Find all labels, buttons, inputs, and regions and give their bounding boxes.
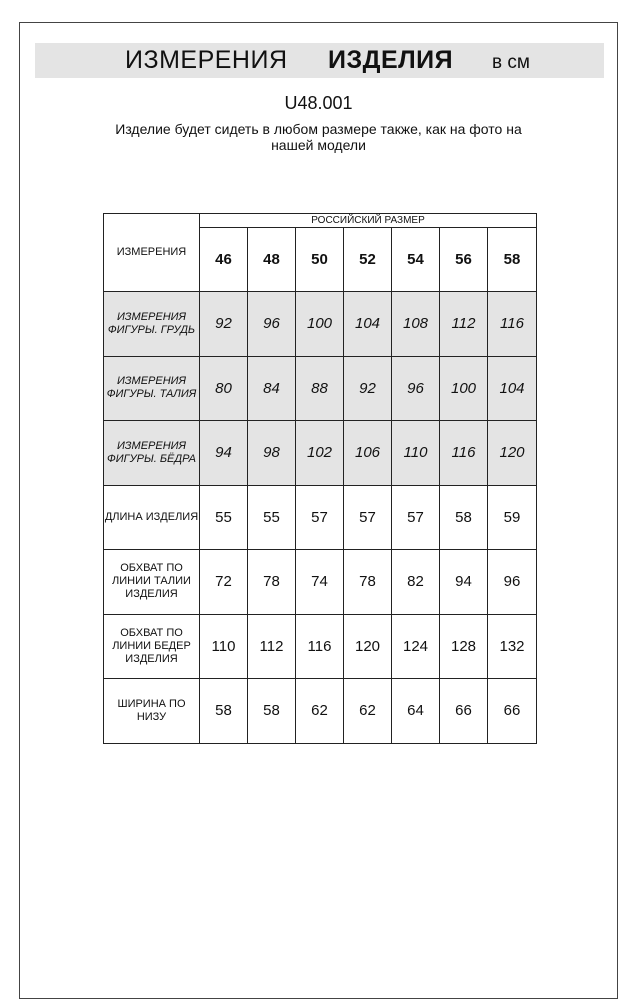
table-cell: 96 — [248, 292, 296, 357]
table-cell: 116 — [296, 614, 344, 679]
table-cell: 62 — [296, 679, 344, 744]
article-code: U48.001 — [284, 93, 353, 113]
row-label: ИЗМЕРЕНИЯ ФИГУРЫ. ГРУДЬ — [104, 292, 200, 357]
table-row — [104, 485, 537, 550]
table-row — [104, 679, 537, 744]
size-header-cell: 50 — [296, 228, 344, 292]
table-row — [104, 614, 537, 679]
table-cell: 57 — [344, 485, 392, 550]
table-cell: 100 — [296, 292, 344, 357]
header-title-regular: ИЗМЕРЕНИЯ — [125, 46, 288, 74]
table-cell: 94 — [200, 421, 248, 486]
table-cell: 74 — [296, 550, 344, 615]
table-cell: 124 — [392, 614, 440, 679]
table-cell: 128 — [440, 614, 488, 679]
table-cell: 59 — [488, 485, 537, 550]
table-cell: 78 — [248, 550, 296, 615]
row-label: ОБХВАТ ПО ЛИНИИ БЕДЕР ИЗДЕЛИЯ — [104, 614, 200, 679]
row-label: ДЛИНА ИЗДЕЛИЯ — [104, 485, 200, 550]
table-cell: 57 — [392, 485, 440, 550]
table-cell: 110 — [392, 421, 440, 486]
fit-note: Изделие будет сидеть в любом размере также, как на фото на нашей модели — [115, 121, 522, 153]
header-title-bold: ИЗДЕЛИЯ — [328, 46, 454, 74]
table-cell: 80 — [200, 356, 248, 421]
row-label: ИЗМЕРЕНИЯ ФИГУРЫ. БЁДРА — [104, 421, 200, 486]
table-cell: 104 — [344, 292, 392, 357]
size-header-cell: 56 — [440, 228, 488, 292]
row-label: ИЗМЕРЕНИЯ ФИГУРЫ. ТАЛИЯ — [104, 356, 200, 421]
group-header: РОССИЙСКИЙ РАЗМЕР — [200, 214, 537, 228]
table-cell: 58 — [200, 679, 248, 744]
row-label: ОБХВАТ ПО ЛИНИИ ТАЛИИ ИЗДЕЛИЯ — [104, 550, 200, 615]
table-cell: 132 — [488, 614, 537, 679]
table-cell: 94 — [440, 550, 488, 615]
table-cell: 57 — [296, 485, 344, 550]
table-cell: 96 — [392, 356, 440, 421]
table-cell: 120 — [344, 614, 392, 679]
table-cell: 92 — [344, 356, 392, 421]
table-cell: 98 — [248, 421, 296, 486]
table-cell: 100 — [440, 356, 488, 421]
table-cell: 66 — [440, 679, 488, 744]
header-unit: в см — [492, 52, 530, 73]
table-row — [104, 292, 537, 357]
table-row — [104, 356, 537, 421]
table-cell: 84 — [248, 356, 296, 421]
table-cell: 88 — [296, 356, 344, 421]
table-cell: 96 — [488, 550, 537, 615]
row-header: ИЗМЕРЕНИЯ — [104, 214, 200, 292]
table-cell: 106 — [344, 421, 392, 486]
table-cell: 55 — [200, 485, 248, 550]
row-label: ШИРИНА ПО НИЗУ — [104, 679, 200, 744]
table-cell: 92 — [200, 292, 248, 357]
size-header-cell: 52 — [344, 228, 392, 292]
size-header-cell: 48 — [248, 228, 296, 292]
table-cell: 102 — [296, 421, 344, 486]
size-header-cell: 54 — [392, 228, 440, 292]
table-cell: 116 — [440, 421, 488, 486]
table-cell: 116 — [488, 292, 537, 357]
table-cell: 82 — [392, 550, 440, 615]
table-cell: 112 — [440, 292, 488, 357]
table-cell: 58 — [248, 679, 296, 744]
table-cell: 104 — [488, 356, 537, 421]
table-cell: 58 — [440, 485, 488, 550]
table-cell: 64 — [392, 679, 440, 744]
table-cell: 110 — [200, 614, 248, 679]
table-cell: 112 — [248, 614, 296, 679]
size-header-cell: 46 — [200, 228, 248, 292]
table-cell: 72 — [200, 550, 248, 615]
size-header-cell: 58 — [488, 228, 537, 292]
table-cell: 120 — [488, 421, 537, 486]
table-cell: 66 — [488, 679, 537, 744]
table-row — [104, 421, 537, 486]
table-row — [104, 550, 537, 615]
table-cell: 55 — [248, 485, 296, 550]
size-table — [103, 213, 537, 744]
table-cell: 108 — [392, 292, 440, 357]
table-cell: 62 — [344, 679, 392, 744]
table-cell: 78 — [344, 550, 392, 615]
